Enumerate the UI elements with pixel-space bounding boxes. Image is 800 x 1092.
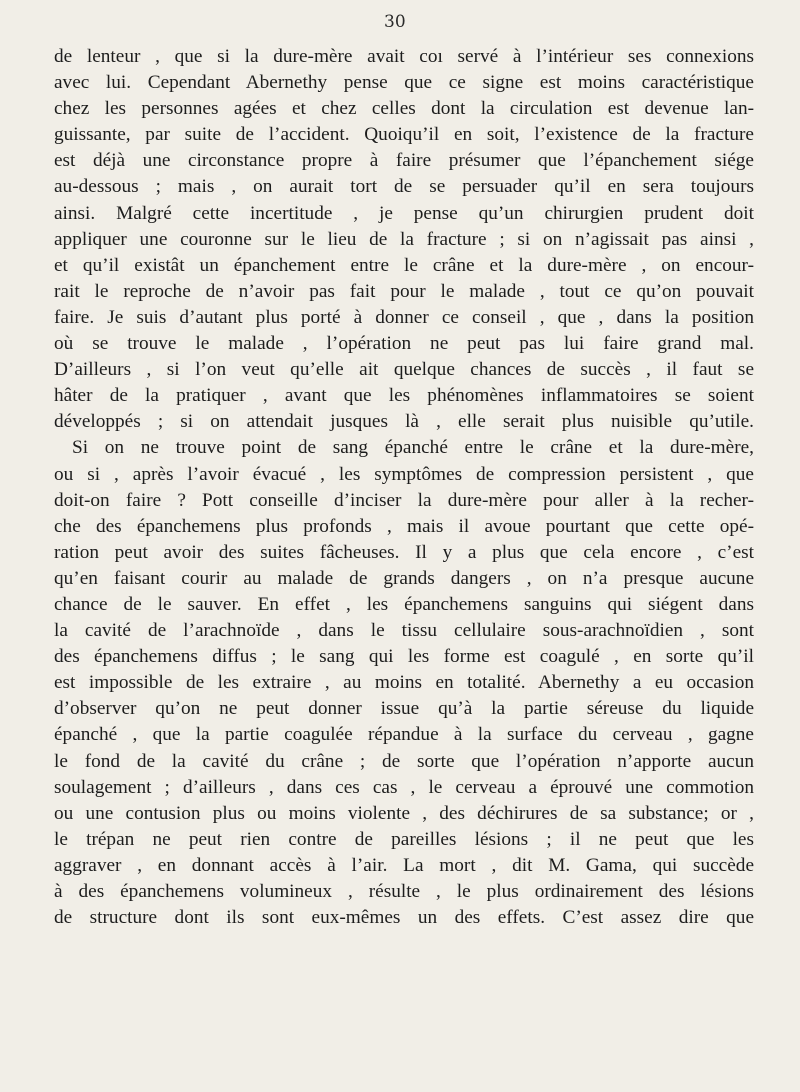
text-line: le fond de la cavité du crâne ; de sorte que l’opération n’apporte aucun	[54, 750, 754, 772]
text-line: et qu’il existât un épanchement entre le crâne et la dure-mère , on encour-	[54, 254, 754, 276]
text-line: soulagement ; d’ailleurs , dans ces cas , le cerveau a éprouvé une commotion	[54, 776, 754, 798]
text-line: développés ; si on attendait jusques là , elle serait plus nuisible qu’utile.	[54, 411, 754, 433]
text-line: est déjà une circonstance propre à faire présumer que l’épanchement siége	[54, 150, 754, 172]
text-line: à des épanchemens volumineux , résulte , le plus ordinairement des lésions	[54, 881, 754, 902]
text-line: qu’en faisant courir au malade de grands dangers , on n’a presque aucune	[54, 567, 754, 589]
text-line: rait le reproche de n’avoir pas fait pour le malade , tout ce qu’on pouvait	[54, 280, 754, 302]
text-line: che des épanchemens plus profonds , mais il avoue pourtant que cette opé-	[54, 515, 754, 537]
text-line: la cavité de l’arachnoïde , dans le tissu cellulaire sous-arachnoïdien , sont	[54, 620, 754, 642]
page-number: 30	[384, 12, 406, 32]
body-text	[54, 44, 754, 931]
text-line: ration peut avoir des suites fâcheuses. Il y a plus que cela encore , c’est	[54, 541, 754, 563]
text-line: ou une contusion plus ou moins violente , des déchirures de sa substance; or ,	[54, 802, 754, 824]
text-line: de lenteur , que si la dure-mère avait coı servé à l’intérieur ses connexions	[54, 46, 754, 67]
text-line: est impossible de les extraire , au moins en totalité. Abernethy a eu occasion	[54, 672, 754, 694]
text-line: au-dessous ; mais , on aurait tort de se persuader qu’il en sera toujours	[54, 176, 754, 198]
text-line: guissante, par suite de l’accident. Quoiqu’il en soit, l’existence de la fracture	[54, 124, 754, 146]
text-line: d’observer qu’on ne peut donner issue qu’à la partie séreuse du liquide	[54, 698, 754, 720]
text-line: doit-on faire ? Pott conseille d’inciser la dure-mère pour aller à la recher-	[54, 489, 754, 511]
text-line: chez les personnes agées et chez celles dont la circulation est devenue lan-	[54, 98, 754, 120]
text-line: hâter de la pratiquer , avant que les phénomènes inflammatoires se soient	[54, 385, 754, 407]
text-line: ainsi. Malgré cette incertitude , je pense qu’un chirurgien prudent doit	[54, 202, 754, 224]
text-line: épanché , que la partie coagulée répandue à la surface du cerveau , gagne	[54, 724, 754, 746]
text-line: avec lui. Cependant Abernethy pense que ce signe est moins caractéristique	[54, 72, 754, 94]
text-line: chance de le sauver. En effet , les épanchemens sanguins qui siégent dans	[54, 593, 754, 615]
text-line: faire. Je suis d’autant plus porté à donner ce conseil , que , dans la position	[54, 306, 754, 328]
text-line: appliquer une couronne sur le lieu de la fracture ; si on n’agissait pas ainsi ,	[54, 228, 754, 250]
text-line: aggraver , en donnant accès à l’air. La mort , dit M. Gama, qui succède	[54, 854, 754, 876]
text-line: Si on ne trouve point de sang épanché entre le crâne et la dure-mère,	[72, 437, 754, 459]
text-line: des épanchemens diffus ; le sang qui les forme est coagulé , en sorte qu’il	[54, 646, 754, 668]
text-line: D’ailleurs , si l’on veut qu’elle ait quelque chances de succès , il faut se	[54, 359, 754, 381]
text-line: ou si , après l’avoir évacué , les symptômes de compression persistent , que	[54, 463, 754, 485]
text-line: de structure dont ils sont eux-mêmes un des effets. C’est assez dire que	[54, 907, 754, 929]
text-line: où se trouve le malade , l’opération ne peut pas lui faire grand mal.	[54, 333, 754, 355]
text-line: le trépan ne peut rien contre de pareilles lésions ; il ne peut que les	[54, 828, 754, 850]
